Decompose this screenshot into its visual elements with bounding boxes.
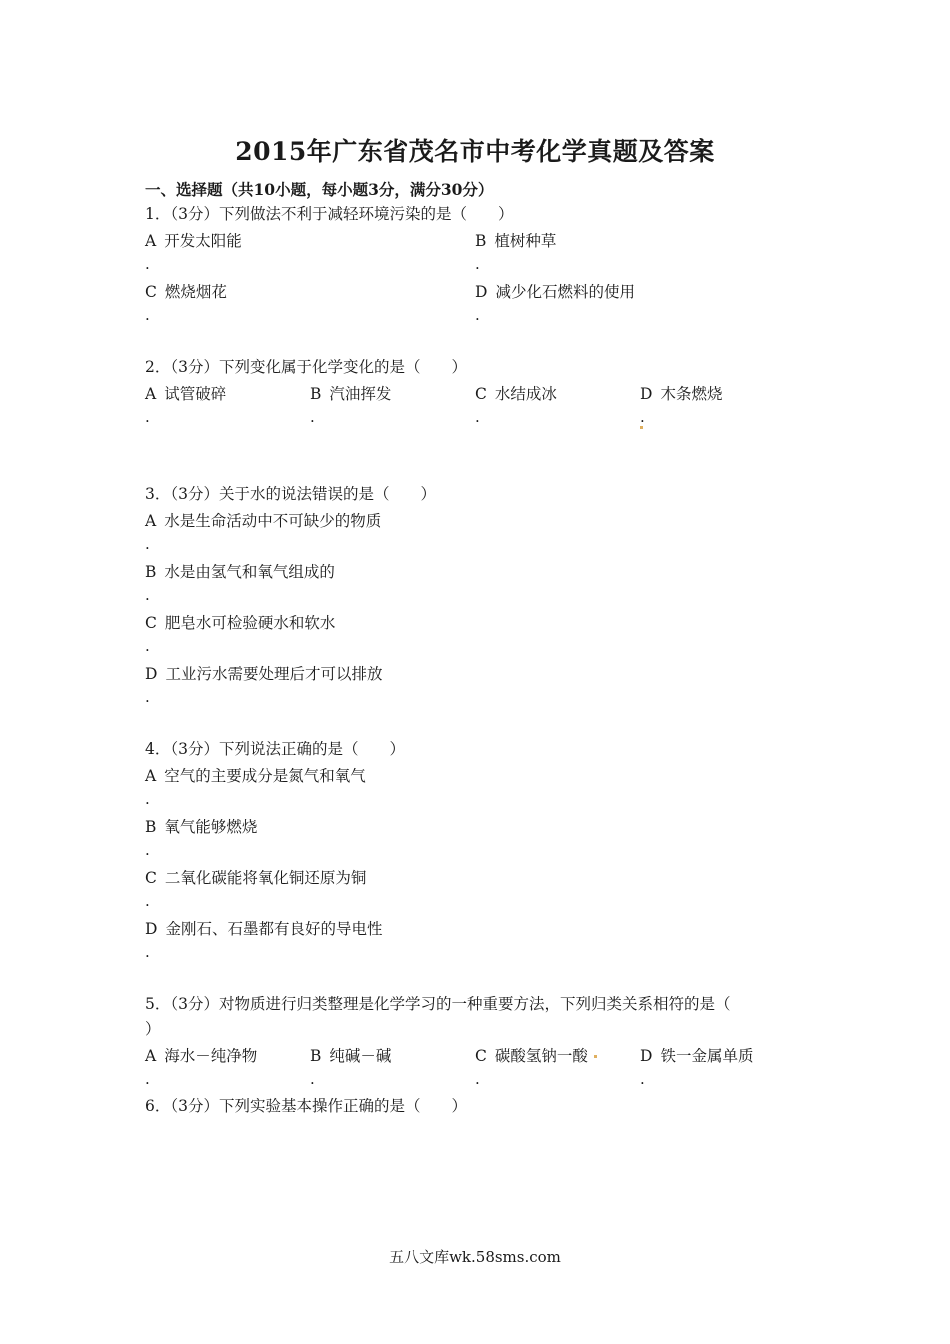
option-text: 水是生命活动中不可缺少的物质 [164,512,382,530]
option-text: 空气的主要成分是氮气和氧气 [164,767,366,785]
option-letter: B [310,385,322,403]
question-4-stem: 4．（3分）下列说法正确的是（ ） [145,740,405,758]
option-text: 水结成冰 [494,385,557,403]
option-dot: . [145,255,150,273]
question-5-option-c [475,1044,588,1088]
option-letter: B [145,818,157,836]
question-5-option-b [310,1044,392,1088]
question-3-stem: 3．（3分）关于水的说法错误的是（ ） [145,485,436,503]
option-text: 减少化石燃料的使用 [495,283,635,301]
option-letter: A [145,512,157,530]
option-text: 植树种草 [494,232,557,250]
option-text: 海水－纯净物 [164,1047,258,1065]
option-letter: B [310,1047,322,1065]
option-dot: . [145,535,150,553]
question-2-option-d [640,382,723,426]
option-text: 汽油挥发 [329,385,392,403]
option-letter: C [145,283,157,301]
question-1-option-b [475,229,557,273]
option-text: 金刚石、石墨都有良好的导电性 [165,920,383,938]
footer-watermark: 五八文库wk.58sms.com [389,1248,561,1266]
option-text: 燃烧烟花 [164,283,227,301]
option-dot: . [145,586,150,604]
option-letter: C [475,385,487,403]
option-letter: D [475,283,488,301]
question-4-option-a [145,764,366,808]
option-dot: . [475,255,480,273]
option-letter: D [145,665,158,683]
question-3-option-d [145,662,383,706]
option-dot: . [145,790,150,808]
option-text: 二氧化碳能将氧化铜还原为铜 [164,869,367,887]
question-3-option-b [145,560,335,604]
option-letter: D [145,920,158,938]
question-6-stem: 6．（3分）下列实验基本操作正确的是（ ） [145,1097,467,1115]
option-dot: . [475,408,480,426]
question-2-stem: 2．（3分）下列变化属于化学变化的是（ ） [145,358,467,376]
question-4-option-c [145,866,367,910]
option-letter: B [475,232,487,250]
option-dot: . [145,688,150,706]
document-title: 2015年广东省茂名市中考化学真题及答案 [235,137,715,166]
option-text: 开发太阳能 [164,232,242,250]
question-5-option-a [145,1044,258,1088]
scan-speck [594,1055,597,1058]
question-5-option-d [640,1044,754,1088]
option-text: 水是由氢气和氧气组成的 [164,563,335,581]
question-5-stem-continued: ） [145,1020,161,1038]
option-letter: A [145,232,157,250]
option-letter: D [640,1047,653,1065]
question-4-option-d [145,917,383,961]
option-letter: A [145,385,157,403]
option-letter: A [145,767,157,785]
question-1-option-a [145,229,242,273]
question-2-option-a [145,382,227,426]
question-2-option-b [310,382,392,426]
section-heading: 一、选择题（共10小题，每小题3分，满分30分） [145,180,494,199]
option-letter: C [145,614,157,632]
scan-speck [640,426,643,429]
question-1-stem: 1．（3分）下列做法不利于减轻环境污染的是（ ） [145,205,514,223]
option-letter: B [145,563,157,581]
question-4-option-b [145,815,258,859]
question-1-option-d [475,280,635,324]
option-text: 碳酸氢钠一酸 [494,1047,588,1065]
option-text: 木条燃烧 [660,385,723,403]
question-5-stem: 5．（3分）对物质进行归类整理是化学学习的一种重要方法，下列归类关系相符的是（ [145,995,731,1013]
option-letter: C [475,1047,487,1065]
option-text: 工业污水需要处理后才可以排放 [165,665,383,683]
option-dot: . [145,841,150,859]
option-text: 试管破碎 [164,385,227,403]
option-text: 纯碱－碱 [329,1047,392,1065]
option-dot: . [475,1070,480,1088]
option-dot: . [145,943,150,961]
option-dot: . [145,408,150,426]
option-dot: . [475,306,480,324]
option-dot: . [145,637,150,655]
option-text: 铁一金属单质 [660,1047,754,1065]
option-letter: C [145,869,157,887]
question-3-option-c [145,611,336,655]
option-text: 氧气能够燃烧 [164,818,258,836]
option-dot: . [145,1070,150,1088]
option-dot: . [640,408,645,426]
option-dot: . [640,1070,645,1088]
option-dot: . [310,1070,315,1088]
question-1-option-c [145,280,227,324]
option-letter: A [145,1047,157,1065]
option-dot: . [145,306,150,324]
option-dot: . [145,892,150,910]
option-dot: . [310,408,315,426]
question-3-option-a [145,509,382,553]
option-text: 肥皂水可检验硬水和软水 [164,614,336,632]
question-2-option-c [475,382,557,426]
option-letter: D [640,385,653,403]
